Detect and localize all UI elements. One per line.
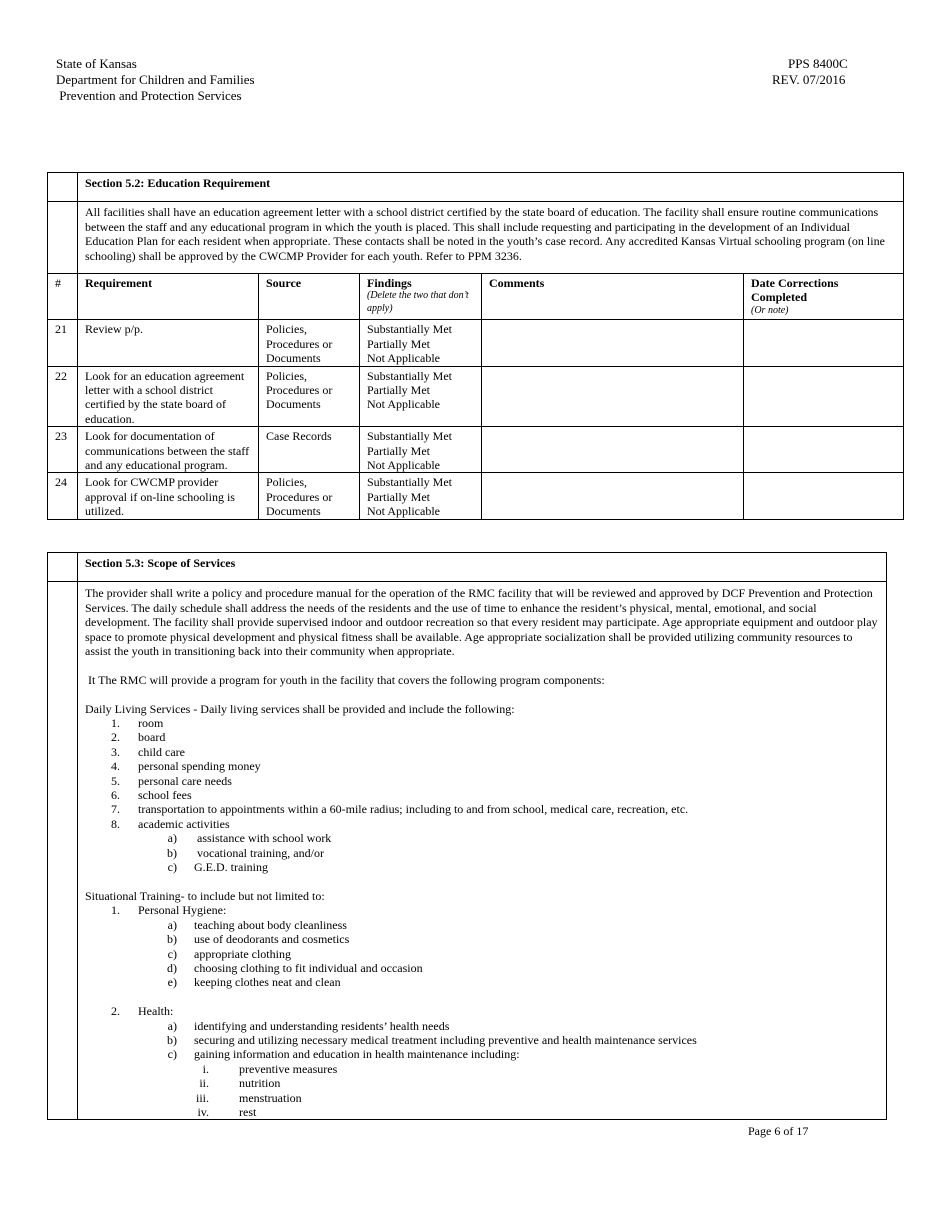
program-paragraph: It The RMC will provide a program for youth in the facility that covers the following program components: <box>85 672 605 687</box>
header-form-number: PPS 8400C <box>788 56 848 71</box>
section-5-2-title: Section 5.2: Education Requirement <box>78 173 904 202</box>
row-date[interactable] <box>744 473 904 519</box>
list-item: 8. academic activities <box>111 816 230 831</box>
column-header-source: Source <box>259 274 360 320</box>
column-header-findings <box>360 274 482 320</box>
list-item: 7. transportation to appointments within a 60-mile radius; including to and from school, medical care, recreation, etc. <box>111 802 689 817</box>
sub-list-item: b) use of deodorants and cosmetics <box>167 932 350 947</box>
sub-list-item: c) gaining information and education in health maintenance including: <box>167 1047 520 1062</box>
finding-option[interactable]: Partially Met <box>367 382 430 397</box>
section-5-3-margin-cell <box>48 553 78 582</box>
list-item: 1. room <box>111 716 164 731</box>
section-5-2-intro: All facilities shall have an education agreement letter with a school district certified by the state board of education. The facility shall ensure routine communications between the staff and any educational program in which the youth is placed. This shall include requesting and participating in the development of an Individual Education Plan for each resident when appropriate. These contacts shall be noted in the youth’s case record. Any accredited Kansas Virtual schooling program (on line schooling) shall be approved by the CWCMP Provider for each youth. Refer to PPM 3236. <box>78 202 904 274</box>
row-comments[interactable] <box>482 366 744 427</box>
row-source: Policies, Procedures or Documents <box>259 473 360 519</box>
row-number: 24 <box>48 473 78 519</box>
finding-option[interactable]: Not Applicable <box>367 397 440 412</box>
date-label: Date Corrections Completed <box>751 276 839 305</box>
header-left <box>56 56 255 104</box>
sub-list-item: a) assistance with school work <box>167 831 332 846</box>
header-right <box>772 56 848 88</box>
sub-sub-list-item: i. preventive measures <box>202 1061 338 1076</box>
row-source: Policies, Procedures or Documents <box>259 366 360 427</box>
row-findings <box>360 473 482 519</box>
finding-option[interactable]: Not Applicable <box>367 458 440 472</box>
sub-list-item: a) identifying and understanding residents’ health needs <box>167 1018 450 1033</box>
list-item: 4. personal spending money <box>111 759 261 774</box>
finding-option[interactable]: Not Applicable <box>367 351 440 366</box>
section-5-2-margin-cell <box>48 173 78 202</box>
row-comments[interactable] <box>482 320 744 366</box>
row-source: Case Records <box>259 427 360 473</box>
section-5-2-table <box>47 172 904 520</box>
daily-living-heading: Daily Living Services - Daily living services shall be provided and include the following: <box>85 701 515 716</box>
findings-note: (Delete the two that don’t apply) <box>367 290 469 314</box>
sub-list-item: b) vocational training, and/or <box>167 845 324 860</box>
situational-training-heading: Situational Training- to include but not limited to: <box>85 888 325 903</box>
finding-option[interactable]: Substantially Met <box>367 322 452 337</box>
sub-list-item: b) securing and utilizing necessary medical treatment including preventive and health maintenance services <box>167 1032 697 1047</box>
section-5-3-title: Section 5.3: Scope of Services <box>78 553 887 582</box>
sub-list-item: c) G.E.D. training <box>167 860 268 875</box>
row-date[interactable] <box>744 366 904 427</box>
list-item: 1. Personal Hygiene: <box>111 903 227 918</box>
column-header-number: # <box>48 274 78 320</box>
row-number: 23 <box>48 427 78 473</box>
list-item: 2. Health: <box>111 1004 174 1019</box>
row-findings <box>360 427 482 473</box>
table-row <box>48 473 904 519</box>
finding-option[interactable]: Partially Met <box>367 336 430 351</box>
row-source: Policies, Procedures or Documents <box>259 320 360 366</box>
row-number: 22 <box>48 366 78 427</box>
row-requirement: Look for documentation of communications between the staff and any educational program. <box>78 427 259 473</box>
row-requirement: Review p/p. <box>78 320 259 366</box>
sub-sub-list-item: ii. nutrition <box>199 1076 281 1091</box>
header-department: Department for Children and Families <box>56 72 255 87</box>
header-revision: REV. 07/2016 <box>772 72 846 87</box>
row-requirement: Look for CWCMP provider approval if on-line schooling is utilized. <box>78 473 259 519</box>
list-item: 3. child care <box>111 744 185 759</box>
row-findings <box>360 320 482 366</box>
scope-paragraph: The provider shall write a policy and procedure manual for the operation of the RMC facility that will be reviewed and approved by DCF Prevention and Protection Services. The daily schedule shall address the needs of the residents and the use of time to enhance the resident’s physical, mental, emotional, and social development. The facility shall provide supervised indoor and outdoor recreation so that every resident may participate. Age appropriate equipment and outdoor play space to promote physical development and physical fitness shall be available. Age appropriate socialization shall be provided utilizing community resources to assist the youth in transitioning back into their community when appropriate. <box>85 586 878 659</box>
list-item: 6. school fees <box>111 788 192 803</box>
list-item: 2. board <box>111 730 166 745</box>
finding-option[interactable]: Substantially Met <box>367 429 452 444</box>
column-header-requirement: Requirement <box>78 274 259 320</box>
page-number: Page 6 of 17 <box>748 1124 809 1138</box>
section-5-3-body <box>78 582 887 1120</box>
row-number: 21 <box>48 320 78 366</box>
sub-list-item: c) appropriate clothing <box>167 946 291 961</box>
table-row <box>48 427 904 473</box>
finding-option[interactable]: Partially Met <box>367 443 430 458</box>
finding-option[interactable]: Partially Met <box>367 489 430 504</box>
date-note: (Or note) <box>751 304 789 316</box>
sub-list-item: d) choosing clothing to fit individual and occasion <box>167 960 423 975</box>
table-row <box>48 366 904 427</box>
findings-label: Findings <box>367 276 412 291</box>
section-5-3-margin-cell <box>48 582 78 1120</box>
section-5-2-margin-cell <box>48 202 78 274</box>
row-findings <box>360 366 482 427</box>
header-division: Prevention and Protection Services <box>56 88 242 103</box>
column-header-comments: Comments <box>482 274 744 320</box>
row-requirement: Look for an education agreement letter with a school district certified by the state board of education. <box>78 366 259 427</box>
sub-list-item: a) teaching about body cleanliness <box>167 917 347 932</box>
row-date[interactable] <box>744 427 904 473</box>
table-row <box>48 320 904 366</box>
sub-sub-list-item: iii. menstruation <box>195 1090 302 1105</box>
finding-option[interactable]: Substantially Met <box>367 475 452 490</box>
list-item: 5. personal care needs <box>111 773 232 788</box>
column-header-date <box>744 274 904 320</box>
section-5-3-table <box>47 552 887 1120</box>
row-date[interactable] <box>744 320 904 366</box>
daily-living-list <box>85 716 879 874</box>
sub-list-item: e) keeping clothes neat and clean <box>167 975 341 990</box>
header-state: State of Kansas <box>56 56 137 71</box>
row-comments[interactable] <box>482 473 744 519</box>
finding-option[interactable]: Not Applicable <box>367 504 440 519</box>
row-comments[interactable] <box>482 427 744 473</box>
finding-option[interactable]: Substantially Met <box>367 368 452 383</box>
sub-sub-list-item: iv. rest <box>197 1104 257 1119</box>
